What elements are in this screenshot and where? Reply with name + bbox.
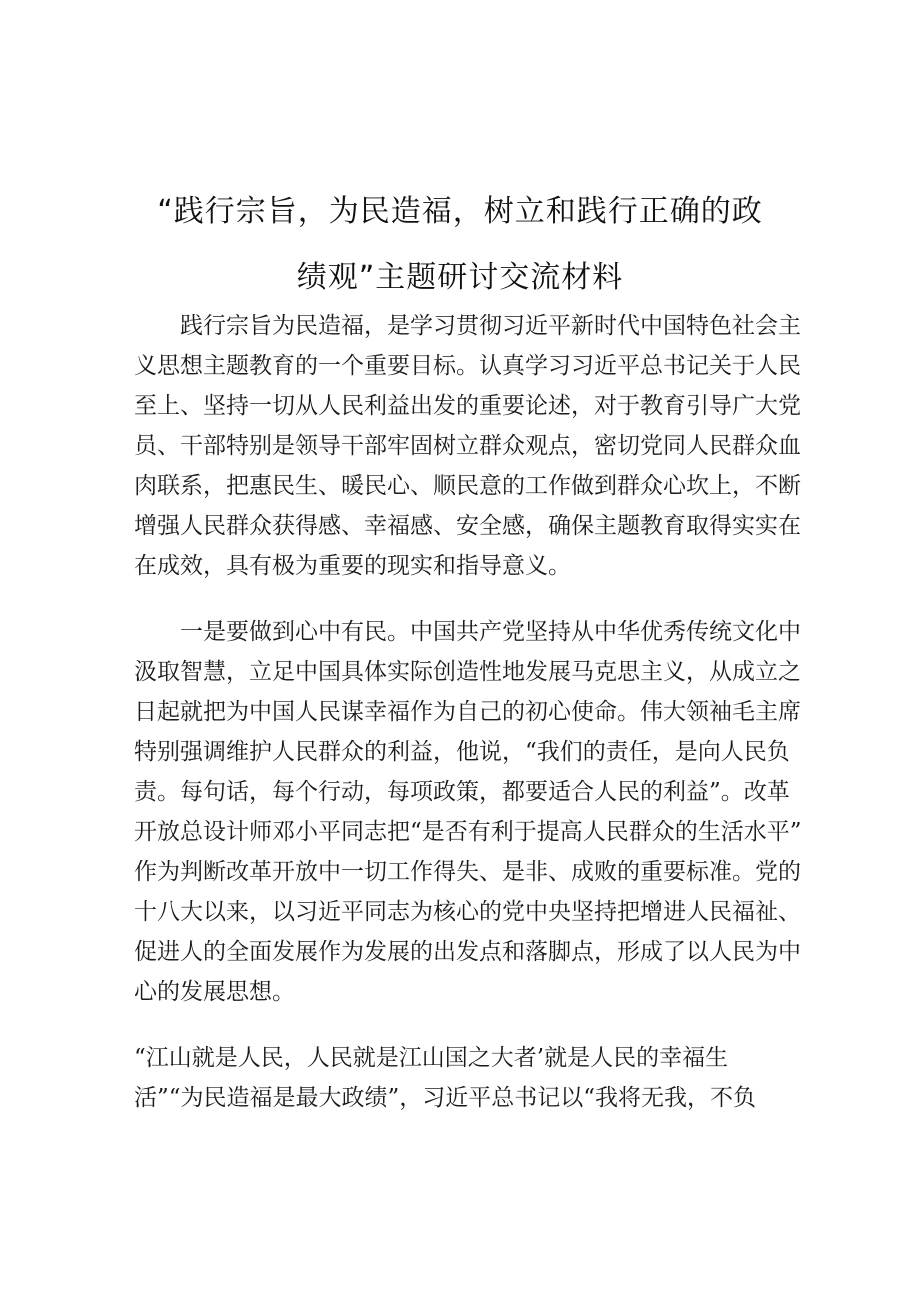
text-line: 日起就把为中国人民谋幸福作为自己的初心使命。伟大领袖毛主席 — [134, 699, 801, 725]
text-line: 汲取智慧，立足中国具体实际创造性地发展马克思主义，从成立之 — [134, 659, 801, 685]
paragraph-quote — [134, 1038, 814, 1118]
paragraph-intro — [134, 306, 814, 586]
text-line: “江山就是人民，人民就是江山国之大者’就是人民的幸福生 — [134, 1045, 729, 1071]
text-line: 肉联系，把惠民生、暖民心、顺民意的工作做到群众心坎上，不断 — [134, 473, 801, 499]
text-line: 开放总设计师邓小平同志把“是否有利于提高人民群众的生活水平” — [134, 819, 802, 845]
text-line: 特别强调维护人民群众的利益，他说，“我们的责任，是向人民负 — [134, 739, 790, 765]
text-line: 活”“为民造福是最大政绩”，习近平总书记以“我将无我，不负 — [134, 1085, 757, 1111]
text-line: 在成效，具有极为重要的现实和指导意义。 — [134, 553, 571, 579]
text-line: 践行宗旨为民造福，是学习贯彻习近平新时代中国特色社会主 — [134, 313, 801, 339]
text-line: 至上、坚持一切从人民利益出发的重要论述，对于教育引导广大党 — [134, 393, 801, 419]
text-line: 增强人民群众获得感、幸福感、安全感，确保主题教育取得实实在 — [134, 513, 801, 539]
paragraph-point-one — [134, 612, 814, 1012]
text-line: 员、干部特别是领导干部牢固树立群众观点，密切党同人民群众血 — [134, 433, 801, 459]
text-line: 作为判断改革开放中一切工作得失、是非、成败的重要标准。党的 — [134, 859, 801, 885]
text-line: 心的发展思想。 — [134, 979, 295, 1005]
text-line: 责。每句话，每个行动，每项政策，都要适合人民的利益”。改革 — [134, 779, 790, 805]
text-line: 十八大以来，以习近平同志为核心的党中央坚持把增进人民福祉、 — [134, 899, 801, 925]
text-line: 促进人的全面发展作为发展的出发点和落脚点，形成了以人民为中 — [134, 939, 801, 965]
document-title-line-1: “践行宗旨，为民造福，树立和践行正确的政 — [157, 194, 763, 229]
text-line: 一是要做到心中有民。中国共产党坚持从中华优秀传统文化中 — [134, 619, 801, 645]
document-title-line-2: 绩观”主题研讨交流材料 — [296, 260, 624, 295]
text-line: 义思想主题教育的一个重要目标。认真学习习近平总书记关于人民 — [134, 353, 801, 379]
